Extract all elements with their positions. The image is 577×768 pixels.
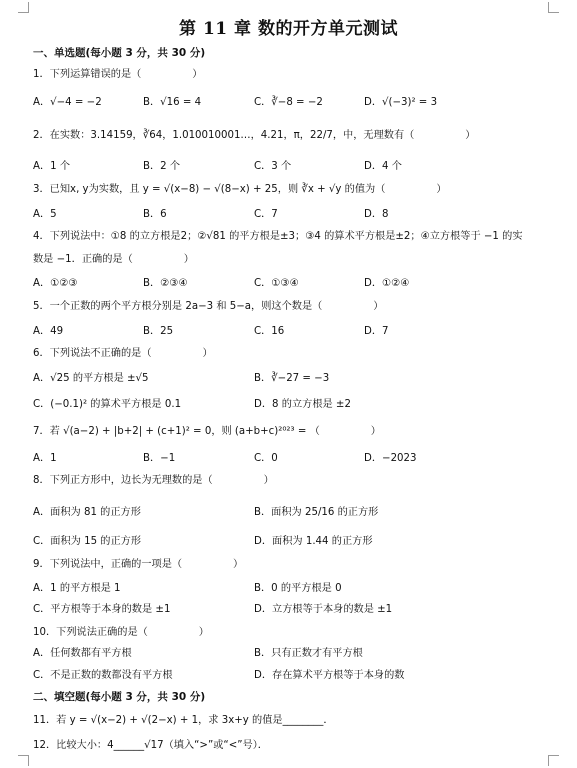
option-b: B．∛−27 = −3 [254,373,330,384]
page-corner-mark [18,755,29,766]
option-c: C．不是正数的数都没有平方根 [33,670,173,681]
option-d: D．面积为 1.44 的正方形 [254,536,373,547]
question-stem: 2．在实数：3.14159，∛64，1.010010001…，4.21，π，22/7，中，无理数有（ ） [33,130,476,141]
option-c: C．面积为 15 的正方形 [33,536,142,547]
section-heading: 一、单选题(每小题 3 分，共 30 分) [33,47,206,59]
option-d: D．8 的立方根是 ±2 [254,399,351,410]
option-a: A．5 [33,209,57,220]
option-a: A．任何数都有平方根 [33,648,132,659]
option-d: D．−2023 [364,453,417,464]
question-stem: 9．下列说法中，正确的一项是（ ） [33,559,244,570]
option-d: D．存在算术平方根等于本身的数 [254,670,405,681]
option-b: B．面积为 25/16 的正方形 [254,507,379,518]
question-stem: 6．下列说法不正确的是（ ） [33,348,213,359]
question-stem: 5．一个正数的两个平方根分别是 2a−3 和 5−a，则这个数是（ ） [33,301,384,312]
option-a: A．面积为 81 的正方形 [33,507,141,518]
option-d: D．①②④ [364,278,410,289]
question-stem: 10．下列说法正确的是（ ） [33,627,209,638]
question-stem: 3．已知x, y为实数，且 y = √(x−8) − √(8−x) + 25，则 ∛x + √y 的值为（ ） [33,184,447,195]
page-corner-mark [548,2,559,13]
option-a: A．1 [33,453,57,464]
option-d: D．立方根等于本身的数是 ±1 [254,604,393,615]
option-c: C．7 [254,209,278,220]
option-b: B．2 个 [143,161,181,172]
question-stem: 12．比较大小：4______√17（填入“>”或“<”号）． [33,740,268,751]
option-a: A．①②③ [33,278,78,289]
option-a: A．1 个 [33,161,71,172]
option-b: B．只有正数才有平方根 [254,648,363,659]
page-title: 第 11 章 数的开方单元测试 [179,19,398,39]
question-stem: 8．下列正方形中，边长为无理数的是（ ） [33,475,274,486]
option-d: D．8 [364,209,389,220]
question-stem: 11．若 y = √(x−2) + √(2−x) + 1，求 3x+y 的值是________． [33,715,334,726]
page-corner-mark [548,755,559,766]
option-a: A．√25 的平方根是 ±√5 [33,373,149,384]
option-b: B．6 [143,209,167,220]
option-b: B．0 的平方根是 0 [254,583,342,594]
option-b: B．②③④ [143,278,188,289]
question-stem: 4．下列说法中：①8 的立方根是2；②√81 的平方根是±3；③4 的算术平方根是±2；④立方根等于 −1 的实 [33,231,523,242]
option-d: D．4 个 [364,161,402,172]
option-b: B．25 [143,326,174,337]
option-a: A．√−4 = −2 [33,97,102,108]
option-c: C．16 [254,326,285,337]
question-stem: 1．下列运算错误的是（ ） [33,69,203,80]
question-stem: 7．若 √(a−2) + |b+2| + (c+1)² = 0，则 (a+b+c)²⁰²³ = （ ） [33,426,381,437]
option-d: D．√(−3)² = 3 [364,97,438,108]
page-corner-mark [18,2,29,13]
section-heading: 二、填空题(每小题 3 分，共 30 分) [33,691,206,703]
option-b: B．√16 = 4 [143,97,202,108]
option-a: A．49 [33,326,64,337]
option-c: C．∛−8 = −2 [254,97,323,108]
option-c: C．(−0.1)² 的算术平方根是 0.1 [33,399,182,410]
option-d: D．7 [364,326,389,337]
option-a: A．1 的平方根是 1 [33,583,121,594]
option-c: C．3 个 [254,161,292,172]
question-stem-continued: 数是 −1．正确的是（ ） [33,254,194,265]
option-c: C．平方根等于本身的数是 ±1 [33,604,171,615]
option-b: B．−1 [143,453,176,464]
option-c: C．①③④ [254,278,299,289]
option-c: C．0 [254,453,278,464]
